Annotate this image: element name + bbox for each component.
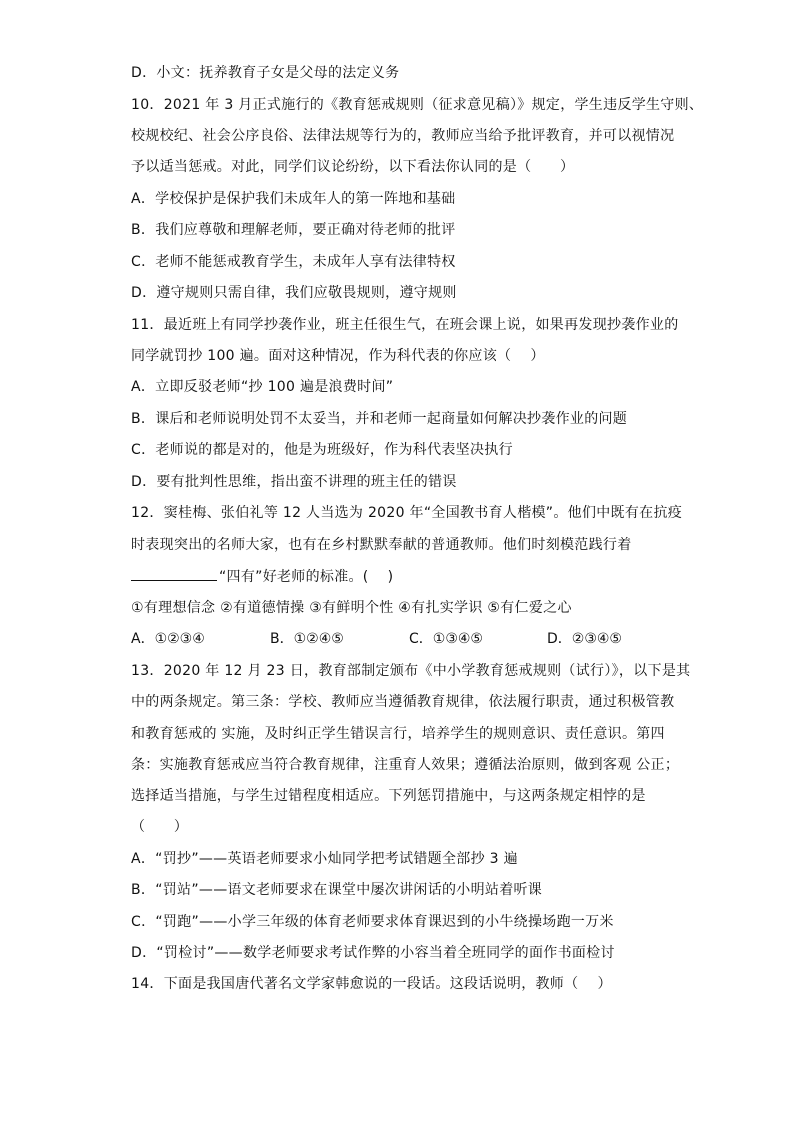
q10-stem-line-3: 予以适当惩戒。对此，同学们议论纷纷，以下看法你认同的是（ ）	[131, 159, 575, 175]
q11-option-d: D．要有批判性思维，指出蛮不讲理的班主任的错误	[131, 474, 457, 490]
q9-option-d: D．小文：抚养教育子女是父母的法定义务	[131, 65, 400, 81]
q14-stem-line-1: 14．下面是我国唐代著名文学家韩愈说的一段话。这段话说明，教师（ ）	[131, 976, 612, 992]
q12-option-c: C．①③④⑤	[409, 631, 483, 647]
q13-stem-line-6: （ ）	[131, 819, 189, 835]
q10-stem-line-2: 校规校纪、社会公序良俗、法律法规等行为的，教师应当给予批评教育，并可以视情况	[131, 128, 675, 144]
q10-option-c: C．老师不能惩戒教育学生，未成年人享有法律特权	[131, 254, 456, 270]
q13-option-c: C．“罚跑”——小学三年级的体育老师要求体育课迟到的小牛绕操场跑一万米	[131, 914, 614, 930]
answer-blank	[131, 566, 217, 581]
q13-stem-line-4: 条：实施教育惩戒应当符合教育规律，注重育人效果；遵循法治原则，做到客观 公正；	[131, 757, 680, 773]
q13-stem-line-3: 和教育惩戒的 实施，及时纠正学生错误言行，培养学生的规则意识、责任意识。第四	[131, 726, 665, 742]
q12-stem-line-1: 12．窦桂梅、张伯礼等 12 人当选为 2020 年“全国教书育人楷模”。他们中既有在抗疫	[131, 505, 683, 521]
q11-stem-line-1: 11．最近班上有同学抄袭作业，班主任很生气，在班会课上说，如果再发现抄袭作业的	[131, 317, 679, 333]
q13-stem-line-1: 13．2020 年 12 月 23 日，教育部制定颁布《中小学教育惩戒规则（试行）》，以下是其	[131, 663, 691, 679]
q13-stem-line-5: 选择适当措施，与学生过错程度相适应。下列惩罚措施中，与这两条规定相悖的是	[131, 788, 646, 804]
q13-option-d: D．“罚检讨”——数学老师要求考试作弊的小容当着全班同学的面作书面检讨	[131, 945, 615, 961]
q10-option-b: B．我们应尊敬和理解老师，要正确对待老师的批评	[131, 222, 456, 238]
q12-stem-line-2: 时表现突出的名师大家，也有在乡村默默奉献的普通教师。他们时刻模范践行着	[131, 537, 632, 553]
q10-option-d: D．遵守规则只需自律，我们应敬畏规则，遵守规则	[131, 285, 457, 301]
q12-options-row	[131, 629, 671, 649]
q11-option-b: B．课后和老师说明处罚不太妥当，并和老师一起商量如何解决抄袭作业的问题	[131, 411, 628, 427]
q12-choices: ①有理想信念 ②有道德情操 ③有鲜明个性 ④有扎实学识 ⑤有仁爱之心	[131, 600, 572, 616]
q13-stem-line-2: 中的两条规定。第三条：学校、教师应当遵循教育规律，依法履行职责，通过积极管教	[131, 694, 675, 710]
q12-option-b: B．①②④⑤	[270, 631, 344, 647]
q13-option-b: B．“罚站”——语文老师要求在课堂中屡次讲闲话的小明站着听课	[131, 882, 543, 898]
q11-option-a: A．立即反驳老师“抄 100 遍是浪费时间”	[131, 379, 394, 395]
q11-stem-line-2: 同学就罚抄 100 遍。面对这种情况，作为科代表的你应该（ ）	[131, 348, 545, 364]
q11-option-c: C．老师说的都是对的，他是为班级好，作为科代表坚决执行	[131, 442, 513, 458]
q10-option-a: A．学校保护是保护我们未成年人的第一阵地和基础	[131, 191, 456, 207]
q12-stem-line-3	[131, 566, 671, 587]
q13-option-a: A．“罚抄”——英语老师要求小灿同学把考试错题全部抄 3 遍	[131, 851, 518, 867]
q10-stem-line-1: 10．2021 年 3 月正式施行的《教育惩戒规则（征求意见稿）》规定，学生违反学生守则、	[131, 97, 704, 113]
q12-option-a: A．①②③④	[131, 631, 205, 647]
q12-option-d: D．②③④⑤	[547, 631, 622, 647]
q12-stem-line-3-text: “四有”好老师的标准。( )	[219, 569, 394, 585]
